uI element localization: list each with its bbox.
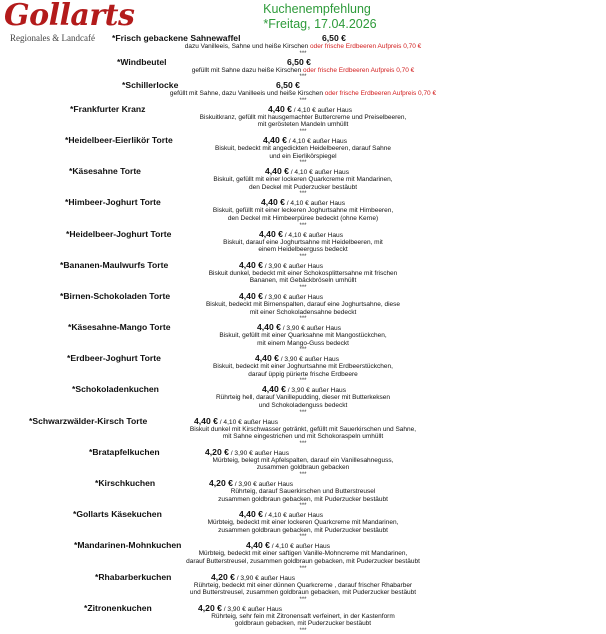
menu-item-description: Biskuit, gefüllt mit einer lockeren Quarkcreme mit Mandarinen, bbox=[213, 176, 393, 184]
menu-item bbox=[0, 166, 606, 197]
menu-item-description: zusammen goldbraun gebacken, mit Puderzucker bestäubt bbox=[218, 495, 388, 503]
menu-item bbox=[0, 603, 606, 634]
price-value: 4,20 € bbox=[205, 446, 229, 457]
page-header bbox=[0, 2, 606, 32]
menu-item-price bbox=[198, 603, 282, 615]
menu-item-description: und Butterstreusel, zusammen goldbraun gebacken, mit Puderzucker bestäubt bbox=[189, 589, 417, 597]
menu-item-description: Biskuit, gefüllt mit einer leckeren Joghurtsahne mit Himbeeren, bbox=[212, 207, 394, 215]
menu-item-price bbox=[246, 540, 330, 552]
menu-item-price bbox=[211, 572, 295, 584]
separator-stars: *** bbox=[299, 472, 307, 479]
price-value: 4,40 € bbox=[259, 228, 283, 239]
menu-item-description: mit gerösteten Mandeln umhüllt bbox=[257, 121, 349, 129]
page-title: Kuchenempfehlung bbox=[263, 2, 371, 16]
menu-item-description: mit einem Mango-Guss bedeckt bbox=[257, 339, 349, 347]
menu-item-header bbox=[0, 322, 606, 332]
menu-item-name: *Frisch gebackene Sahnewaffel bbox=[112, 33, 241, 43]
menu-item-header bbox=[0, 33, 606, 43]
price-value: 4,40 € bbox=[246, 540, 270, 551]
menu-item-price bbox=[287, 57, 311, 67]
menu-item-header bbox=[0, 447, 606, 457]
price-value: 4,40 € bbox=[262, 384, 286, 395]
menu-item-name: *Schwarzwälder-Kirsch Torte bbox=[29, 415, 148, 426]
menu-item-description: Rührteig, sehr fein mit Zitronensaft verfeinert, in der Kastenform bbox=[211, 612, 395, 620]
menu-item-header bbox=[0, 229, 606, 239]
menu-item-header bbox=[0, 166, 606, 176]
menu-item-price bbox=[255, 353, 339, 365]
menu-item-description: Biskuit, darauf eine Joghurtsahne mit Heidelbeeren, mit bbox=[223, 238, 383, 246]
price-value: 6,50 € bbox=[322, 33, 346, 43]
menu-item-header bbox=[0, 572, 606, 582]
menu-item-name: *Heidelbeer-Joghurt Torte bbox=[66, 228, 172, 239]
menu-item-header bbox=[0, 260, 606, 270]
menu-item-header bbox=[0, 291, 606, 301]
menu-item-header bbox=[0, 80, 606, 90]
separator-stars: *** bbox=[299, 565, 307, 572]
logo-subtitle: Regionales & Landcafé bbox=[10, 33, 95, 43]
menu-item-header bbox=[0, 540, 606, 550]
price-value: 4,40 € bbox=[261, 197, 285, 208]
menu-item-header bbox=[0, 603, 606, 613]
price-value: 4,40 € bbox=[239, 509, 263, 520]
menu-item bbox=[0, 540, 606, 571]
menu-item-name: *Rhabarberkuchen bbox=[95, 571, 172, 582]
menu-item-description: gefüllt mit Sahne dazu heiße Kirschen oder frische Erdbeeren Aufpreis 0,70 € bbox=[191, 66, 415, 74]
menu-item-name: *Erdbeer-Joghurt Torte bbox=[67, 353, 161, 364]
price-value: 4,20 € bbox=[209, 478, 233, 489]
separator-stars: *** bbox=[299, 378, 307, 385]
menu-item-name: *Schokoladenkuchen bbox=[72, 384, 159, 395]
menu-item-description: gefüllt mit Sahne, dazu Vanilleeis und heiße Kirschen oder frische Erdbeeren Aufpreis 0,70 € bbox=[169, 90, 437, 98]
menu-item-description: goldbraun gebacken, mit Puderzucker bestäubt bbox=[234, 620, 372, 628]
menu-item-name: *Bananen-Maulwurfs Torte bbox=[60, 259, 169, 270]
price-takeaway-note: / 3,90 € außer Haus bbox=[228, 449, 290, 457]
menu-item-description: Rührteig, darauf Sauerkirschen und Butterstreusel bbox=[230, 488, 376, 496]
menu-item bbox=[0, 478, 606, 509]
price-value: 4,40 € bbox=[263, 134, 287, 145]
or-highlight: oder bbox=[303, 66, 317, 74]
menu-item-name: *Frankfurter Kranz bbox=[70, 103, 146, 114]
upcharge-option: frische Erdbeeren Aufpreis 0,70 € bbox=[316, 66, 415, 74]
menu-item-price bbox=[239, 291, 323, 303]
page-date: *Freitag, 17.04.2026 bbox=[263, 17, 377, 31]
separator-stars: *** bbox=[299, 74, 307, 81]
price-value: 4,40 € bbox=[268, 103, 292, 114]
separator-stars: *** bbox=[299, 284, 307, 291]
menu-item bbox=[0, 135, 606, 166]
menu-item-name: *Himbeer-Joghurt Torte bbox=[65, 197, 161, 208]
menu-item-name: *Gollarts Käsekuchen bbox=[73, 509, 162, 520]
menu-item-header bbox=[0, 104, 606, 114]
menu-item-price bbox=[262, 384, 346, 396]
menu-item-description: Biskuit, gefüllt mit einer Quarksahne mit Mangostückchen, bbox=[219, 332, 387, 340]
menu-item bbox=[0, 197, 606, 228]
menu-item-description: einem Heidelbeerguss bedeckt bbox=[258, 246, 348, 254]
separator-stars: *** bbox=[299, 50, 307, 57]
separator-stars: *** bbox=[299, 347, 307, 354]
menu-item-name: *Schillerlocke bbox=[122, 80, 179, 91]
menu-item-price bbox=[257, 322, 341, 334]
price-takeaway-note: / 3,90 € außer Haus bbox=[262, 262, 324, 270]
menu-item-description: den Deckel mit Himbeerpüree bedeckt (ohne Kerne) bbox=[227, 214, 379, 222]
menu-item-description: mit einer Schokoladensahne bedeckt bbox=[249, 308, 357, 316]
price-value: 4,20 € bbox=[198, 602, 222, 613]
menu-item bbox=[0, 353, 606, 384]
menu-item-price bbox=[205, 447, 289, 459]
menu-item-price bbox=[209, 478, 293, 490]
menu-item bbox=[0, 509, 606, 540]
menu-item-price bbox=[265, 166, 349, 178]
logo-brand: Gollarts bbox=[4, 0, 135, 33]
menu-item bbox=[0, 80, 606, 104]
menu-item-price bbox=[263, 135, 347, 147]
separator-stars: *** bbox=[299, 222, 307, 229]
menu-list bbox=[0, 33, 606, 634]
menu-item-price bbox=[322, 33, 346, 43]
price-takeaway-note: / 4,10 € außer Haus bbox=[291, 106, 353, 114]
menu-item-name: *Bratapfelkuchen bbox=[89, 446, 160, 457]
menu-item-name: *Birnen-Schokoladen Torte bbox=[60, 290, 171, 301]
menu-item-price bbox=[268, 104, 352, 116]
menu-item-description: mit Sahne eingestrichen und mit Schokoraspeln umhüllt bbox=[222, 433, 384, 441]
price-value: 4,40 € bbox=[194, 415, 218, 426]
menu-item-description: Biskuit, bedeckt mit einer Joghurtsahne mit Erdbeerstückchen, bbox=[213, 363, 393, 371]
price-takeaway-note: / 4,10 € außer Haus bbox=[217, 418, 279, 426]
menu-item bbox=[0, 384, 606, 415]
menu-item bbox=[0, 33, 606, 57]
menu-item-header bbox=[0, 416, 606, 426]
menu-item-name: *Käsesahne Torte bbox=[69, 166, 141, 177]
menu-item-description: und Schokoladenguss bedeckt bbox=[258, 402, 348, 410]
menu-item-description: Rührteig, bedeckt mit einer dünnen Quarkcreme , darauf frischer Rhabarber bbox=[193, 581, 413, 589]
price-value: 4,40 € bbox=[239, 290, 263, 301]
or-highlight: oder bbox=[309, 43, 323, 50]
price-value: 6,50 € bbox=[276, 80, 300, 91]
menu-item bbox=[0, 229, 606, 260]
menu-item-description: und ein Eierlikörspiegel bbox=[269, 152, 337, 160]
price-takeaway-note: / 4,10 € außer Haus bbox=[286, 137, 348, 145]
menu-item-description: den Deckel mit Puderzucker bestäubt bbox=[248, 183, 358, 191]
menu-item-description: dazu Vanilleeis, Sahne und heiße Kirschen oder frische Erdbeeren Aufpreis 0,70 € bbox=[184, 43, 422, 50]
menu-item-name: *Mandarinen-Mohnkuchen bbox=[74, 540, 182, 551]
price-takeaway-note: / 3,90 € außer Haus bbox=[234, 574, 296, 582]
price-value: 4,20 € bbox=[211, 571, 235, 582]
price-takeaway-note: / 3,90 € außer Haus bbox=[262, 293, 324, 301]
menu-item-description: Biskuitkranz, gefüllt mit hausgemachter Buttercreme und Preiselbeeren, bbox=[199, 113, 407, 121]
upcharge-option: frische Erdbeeren Aufpreis 0,70 € bbox=[337, 90, 437, 98]
menu-item-description: Biskuit, bedeckt mit Birnenspalten, darauf eine Joghurtsahne, diese bbox=[205, 300, 401, 308]
menu-item-description: zusammen goldbraun gebacken, mit Puderzucker bestäubt bbox=[218, 526, 388, 534]
menu-item-price bbox=[276, 80, 300, 90]
menu-item-description: Biskuit dunkel, bedeckt mit einer Schokosplittersahne mit frischen bbox=[208, 269, 398, 277]
separator-stars: *** bbox=[299, 534, 307, 541]
separator-stars: *** bbox=[299, 316, 307, 323]
menu-item-header bbox=[0, 135, 606, 145]
menu-item-header bbox=[0, 197, 606, 207]
price-takeaway-note: / 4,10 € außer Haus bbox=[262, 512, 324, 520]
price-takeaway-note: / 3,90 € außer Haus bbox=[280, 325, 342, 333]
menu-item-description: Biskuit dunkel mit Kirschwasser getränkt, gefüllt mit Sauerkirschen und Sahne, bbox=[189, 425, 417, 433]
menu-item-description: Mürbteig, bedeckt mit einer saftigen Vanille-Mohncreme mit Mandarinen, bbox=[198, 550, 408, 558]
menu-item-description: zusammen goldbraun gebacken bbox=[256, 464, 350, 472]
price-takeaway-note: / 4,10 € außer Haus bbox=[284, 200, 346, 208]
price-value: 6,50 € bbox=[287, 56, 311, 67]
separator-stars: *** bbox=[299, 128, 307, 135]
menu-item-price bbox=[261, 197, 345, 209]
menu-item-name: *Windbeutel bbox=[117, 56, 167, 67]
menu-item-description: Bananen, mit Gebäckbröseln umhüllt bbox=[249, 277, 357, 285]
price-takeaway-note: / 4,10 € außer Haus bbox=[288, 169, 350, 177]
upcharge-option: frische Erdbeeren Aufpreis 0,70 € bbox=[323, 43, 422, 50]
separator-stars: *** bbox=[299, 440, 307, 447]
price-takeaway-note: / 4,10 € außer Haus bbox=[269, 543, 331, 551]
menu-item-name: *Heidelbeer-Eierlikör Torte bbox=[65, 134, 173, 145]
menu-item-price bbox=[239, 260, 323, 272]
price-value: 4,40 € bbox=[239, 259, 263, 270]
menu-item bbox=[0, 104, 606, 135]
menu-item bbox=[0, 447, 606, 478]
price-value: 4,40 € bbox=[257, 322, 281, 333]
menu-item bbox=[0, 260, 606, 291]
price-takeaway-note: / 3,90 € außer Haus bbox=[232, 481, 294, 489]
menu-item-price bbox=[239, 509, 323, 521]
menu-item bbox=[0, 416, 606, 447]
separator-stars: *** bbox=[299, 596, 307, 603]
menu-item-description: Mürbteig, belegt mit Apfelspalten, darauf ein Vanillesahneguss, bbox=[212, 456, 394, 464]
separator-stars: *** bbox=[299, 191, 307, 198]
menu-item-header bbox=[0, 353, 606, 363]
menu-item bbox=[0, 572, 606, 603]
menu-item-name: *Zitronenkuchen bbox=[84, 602, 152, 613]
menu-item-name: *Kirschkuchen bbox=[95, 478, 156, 489]
price-value: 4,40 € bbox=[265, 166, 289, 177]
menu-item bbox=[0, 291, 606, 322]
price-takeaway-note: / 4,10 € außer Haus bbox=[282, 231, 344, 239]
menu-item-price bbox=[259, 229, 343, 241]
menu-item-description: Biskuit, bedeckt mit angedickten Heidelbeeren, darauf Sahne bbox=[215, 144, 391, 152]
separator-stars: *** bbox=[299, 97, 307, 104]
separator-stars: *** bbox=[299, 409, 307, 416]
menu-item-description: Rührteig hell, darauf Vanillepudding, dieser mit Butterkeksen bbox=[215, 394, 391, 402]
menu-item-description: Mürbteig, bedeckt mit einer lockeren Quarkcreme mit Mandarinen, bbox=[207, 519, 399, 527]
menu-item-header bbox=[0, 509, 606, 519]
menu-item-price bbox=[194, 416, 278, 428]
menu-item-header bbox=[0, 384, 606, 394]
separator-stars: *** bbox=[299, 160, 307, 167]
price-takeaway-note: / 3,90 € außer Haus bbox=[221, 605, 283, 613]
separator-stars: *** bbox=[299, 503, 307, 510]
separator-stars: *** bbox=[299, 253, 307, 260]
or-highlight: oder bbox=[324, 90, 338, 98]
menu-item bbox=[0, 57, 606, 81]
price-takeaway-note: / 3,90 € außer Haus bbox=[278, 356, 340, 364]
menu-item-name: *Käsesahne-Mango Torte bbox=[68, 322, 171, 333]
price-takeaway-note: / 3,90 € außer Haus bbox=[285, 387, 347, 395]
separator-stars: *** bbox=[299, 627, 307, 634]
menu-item-header bbox=[0, 57, 606, 67]
menu-item-description: darauf üppig pürierte frische Erdbeere bbox=[248, 370, 358, 378]
menu-item bbox=[0, 322, 606, 353]
menu-item-description: darauf Butterstreusel, zusammen goldbraun gebacken, mit Puderzucker bestäubt bbox=[186, 558, 420, 565]
price-value: 4,40 € bbox=[255, 353, 279, 364]
